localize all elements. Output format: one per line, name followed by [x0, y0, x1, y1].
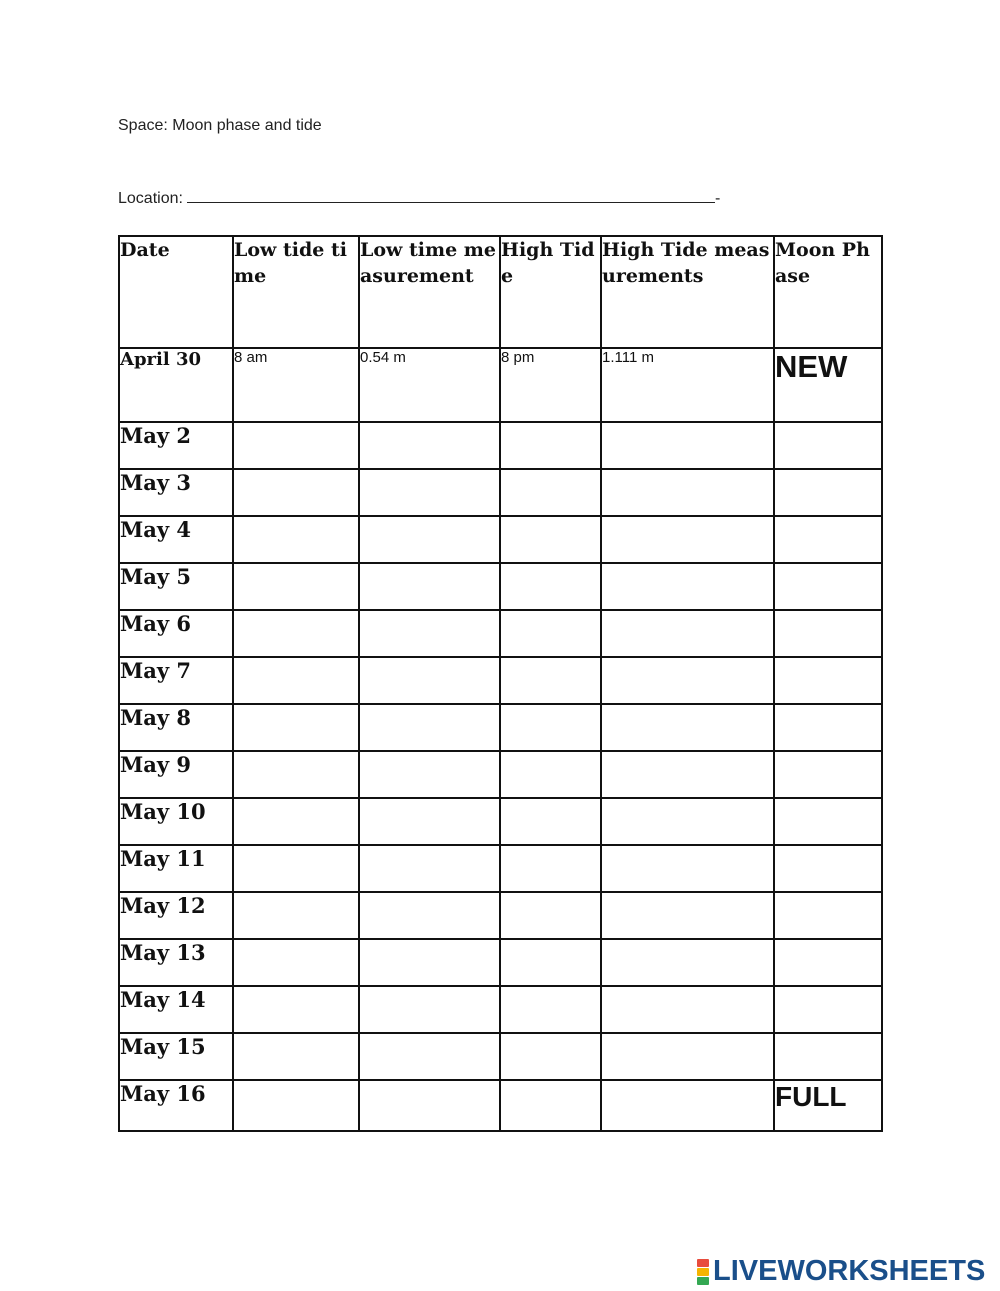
low-tide-measurement-cell[interactable]	[359, 892, 500, 939]
high-tide-measurement-cell[interactable]	[601, 751, 774, 798]
high-tide-time-cell[interactable]	[500, 939, 601, 986]
high-tide-time-cell[interactable]	[500, 469, 601, 516]
date-cell: May 6	[119, 610, 233, 657]
location-input-line[interactable]	[187, 188, 715, 203]
header-high-tide-measurements: High Tide measurements	[601, 236, 774, 348]
low-tide-time-cell[interactable]	[233, 469, 359, 516]
table-header-row	[119, 236, 882, 348]
low-tide-measurement-cell[interactable]	[359, 1080, 500, 1131]
table-row	[119, 986, 882, 1033]
table-row	[119, 1080, 882, 1131]
moon-phase-cell[interactable]	[774, 704, 882, 751]
low-tide-measurement-cell[interactable]	[359, 751, 500, 798]
moon-phase-cell[interactable]	[774, 798, 882, 845]
table-row	[119, 751, 882, 798]
date-cell: May 3	[119, 469, 233, 516]
date-cell: May 16	[119, 1080, 233, 1131]
low-tide-time-cell[interactable]: 8 am	[233, 348, 359, 422]
moon-phase-cell[interactable]	[774, 845, 882, 892]
moon-phase-cell[interactable]: NEW	[774, 348, 882, 422]
low-tide-measurement-cell[interactable]	[359, 516, 500, 563]
high-tide-time-cell[interactable]	[500, 516, 601, 563]
location-line	[118, 188, 720, 208]
high-tide-time-cell[interactable]	[500, 657, 601, 704]
high-tide-time-cell[interactable]: 8 pm	[500, 348, 601, 422]
low-tide-measurement-cell[interactable]	[359, 798, 500, 845]
moon-phase-cell[interactable]	[774, 751, 882, 798]
date-cell: April 30	[119, 348, 233, 422]
moon-phase-cell[interactable]	[774, 1033, 882, 1080]
high-tide-measurement-cell[interactable]	[601, 986, 774, 1033]
moon-phase-cell[interactable]	[774, 563, 882, 610]
date-cell: May 4	[119, 516, 233, 563]
high-tide-time-cell[interactable]	[500, 1033, 601, 1080]
logo-block-2	[697, 1268, 709, 1276]
low-tide-time-cell[interactable]	[233, 845, 359, 892]
low-tide-time-cell[interactable]	[233, 798, 359, 845]
high-tide-measurement-cell[interactable]	[601, 845, 774, 892]
liveworksheets-icon	[697, 1259, 709, 1285]
high-tide-time-cell[interactable]	[500, 986, 601, 1033]
low-tide-time-cell[interactable]	[233, 563, 359, 610]
moon-phase-cell[interactable]	[774, 422, 882, 469]
logo-block-1	[697, 1259, 709, 1267]
high-tide-measurement-cell[interactable]	[601, 798, 774, 845]
date-cell: May 8	[119, 704, 233, 751]
low-tide-time-cell[interactable]	[233, 422, 359, 469]
table-row	[119, 845, 882, 892]
high-tide-time-cell[interactable]	[500, 845, 601, 892]
table-row	[119, 704, 882, 751]
date-cell: May 5	[119, 563, 233, 610]
header-date: Date	[119, 236, 233, 348]
high-tide-measurement-cell[interactable]	[601, 1033, 774, 1080]
date-cell: May 15	[119, 1033, 233, 1080]
low-tide-measurement-cell[interactable]	[359, 1033, 500, 1080]
low-tide-measurement-cell[interactable]	[359, 704, 500, 751]
low-tide-time-cell[interactable]	[233, 657, 359, 704]
high-tide-time-cell[interactable]	[500, 422, 601, 469]
liveworksheets-wordmark: LIVEWORKSHEETS	[713, 1255, 986, 1287]
table-row	[119, 469, 882, 516]
tide-table	[118, 235, 883, 1132]
date-cell: May 13	[119, 939, 233, 986]
table-row	[119, 563, 882, 610]
low-tide-time-cell[interactable]	[233, 892, 359, 939]
table-row	[119, 939, 882, 986]
table-row	[119, 892, 882, 939]
table-row	[119, 657, 882, 704]
location-label: Location:	[118, 190, 183, 207]
liveworksheets-logo	[697, 1255, 985, 1288]
high-tide-measurement-cell[interactable]	[601, 892, 774, 939]
high-tide-time-cell[interactable]	[500, 751, 601, 798]
date-cell: May 2	[119, 422, 233, 469]
table-row	[119, 610, 882, 657]
header-low-time-measurement: Low time measurement	[359, 236, 500, 348]
low-tide-time-cell[interactable]	[233, 986, 359, 1033]
date-cell: May 7	[119, 657, 233, 704]
high-tide-time-cell[interactable]	[500, 798, 601, 845]
moon-phase-cell[interactable]	[774, 516, 882, 563]
date-cell: May 12	[119, 892, 233, 939]
logo-block-3	[697, 1277, 709, 1285]
moon-phase-cell[interactable]: FULL	[774, 1080, 882, 1131]
high-tide-measurement-cell[interactable]	[601, 1080, 774, 1131]
low-tide-measurement-cell[interactable]	[359, 469, 500, 516]
high-tide-measurement-cell[interactable]	[601, 516, 774, 563]
high-tide-measurement-cell[interactable]: 1.111 m	[601, 348, 774, 422]
table-row	[119, 422, 882, 469]
high-tide-time-cell[interactable]	[500, 704, 601, 751]
moon-phase-cell[interactable]	[774, 469, 882, 516]
high-tide-measurement-cell[interactable]	[601, 939, 774, 986]
low-tide-time-cell[interactable]	[233, 1080, 359, 1131]
low-tide-measurement-cell[interactable]	[359, 422, 500, 469]
table-row	[119, 798, 882, 845]
low-tide-measurement-cell[interactable]	[359, 986, 500, 1033]
high-tide-measurement-cell[interactable]	[601, 469, 774, 516]
low-tide-measurement-cell[interactable]	[359, 939, 500, 986]
date-cell: May 9	[119, 751, 233, 798]
low-tide-time-cell[interactable]	[233, 1033, 359, 1080]
moon-phase-cell[interactable]	[774, 939, 882, 986]
low-tide-measurement-cell[interactable]	[359, 563, 500, 610]
table-row	[119, 1033, 882, 1080]
high-tide-measurement-cell[interactable]	[601, 422, 774, 469]
table-row	[119, 516, 882, 563]
worksheet-title: Space: Moon phase and tide	[118, 117, 322, 134]
location-trailing: -	[714, 190, 721, 207]
low-tide-measurement-cell[interactable]	[359, 657, 500, 704]
date-cell: May 10	[119, 798, 233, 845]
high-tide-measurement-cell[interactable]	[601, 563, 774, 610]
low-tide-time-cell[interactable]	[233, 516, 359, 563]
high-tide-time-cell[interactable]	[500, 563, 601, 610]
low-tide-time-cell[interactable]	[233, 610, 359, 657]
low-tide-time-cell[interactable]	[233, 939, 359, 986]
header-moon-phase: Moon Phase	[774, 236, 882, 348]
header-low-tide-time: Low tide time	[233, 236, 359, 348]
low-tide-measurement-cell[interactable]: 0.54 m	[359, 348, 500, 422]
header-high-tide: High Tide	[500, 236, 601, 348]
moon-phase-cell[interactable]	[774, 610, 882, 657]
table-row	[119, 348, 882, 422]
high-tide-measurement-cell[interactable]	[601, 704, 774, 751]
high-tide-time-cell[interactable]	[500, 892, 601, 939]
high-tide-measurement-cell[interactable]	[601, 657, 774, 704]
low-tide-time-cell[interactable]	[233, 704, 359, 751]
low-tide-time-cell[interactable]	[233, 751, 359, 798]
high-tide-time-cell[interactable]	[500, 1080, 601, 1131]
low-tide-measurement-cell[interactable]	[359, 845, 500, 892]
date-cell: May 11	[119, 845, 233, 892]
moon-phase-cell[interactable]	[774, 986, 882, 1033]
high-tide-measurement-cell[interactable]	[601, 610, 774, 657]
high-tide-time-cell[interactable]	[500, 610, 601, 657]
date-cell: May 14	[119, 986, 233, 1033]
moon-phase-cell[interactable]	[774, 657, 882, 704]
low-tide-measurement-cell[interactable]	[359, 610, 500, 657]
moon-phase-cell[interactable]	[774, 892, 882, 939]
